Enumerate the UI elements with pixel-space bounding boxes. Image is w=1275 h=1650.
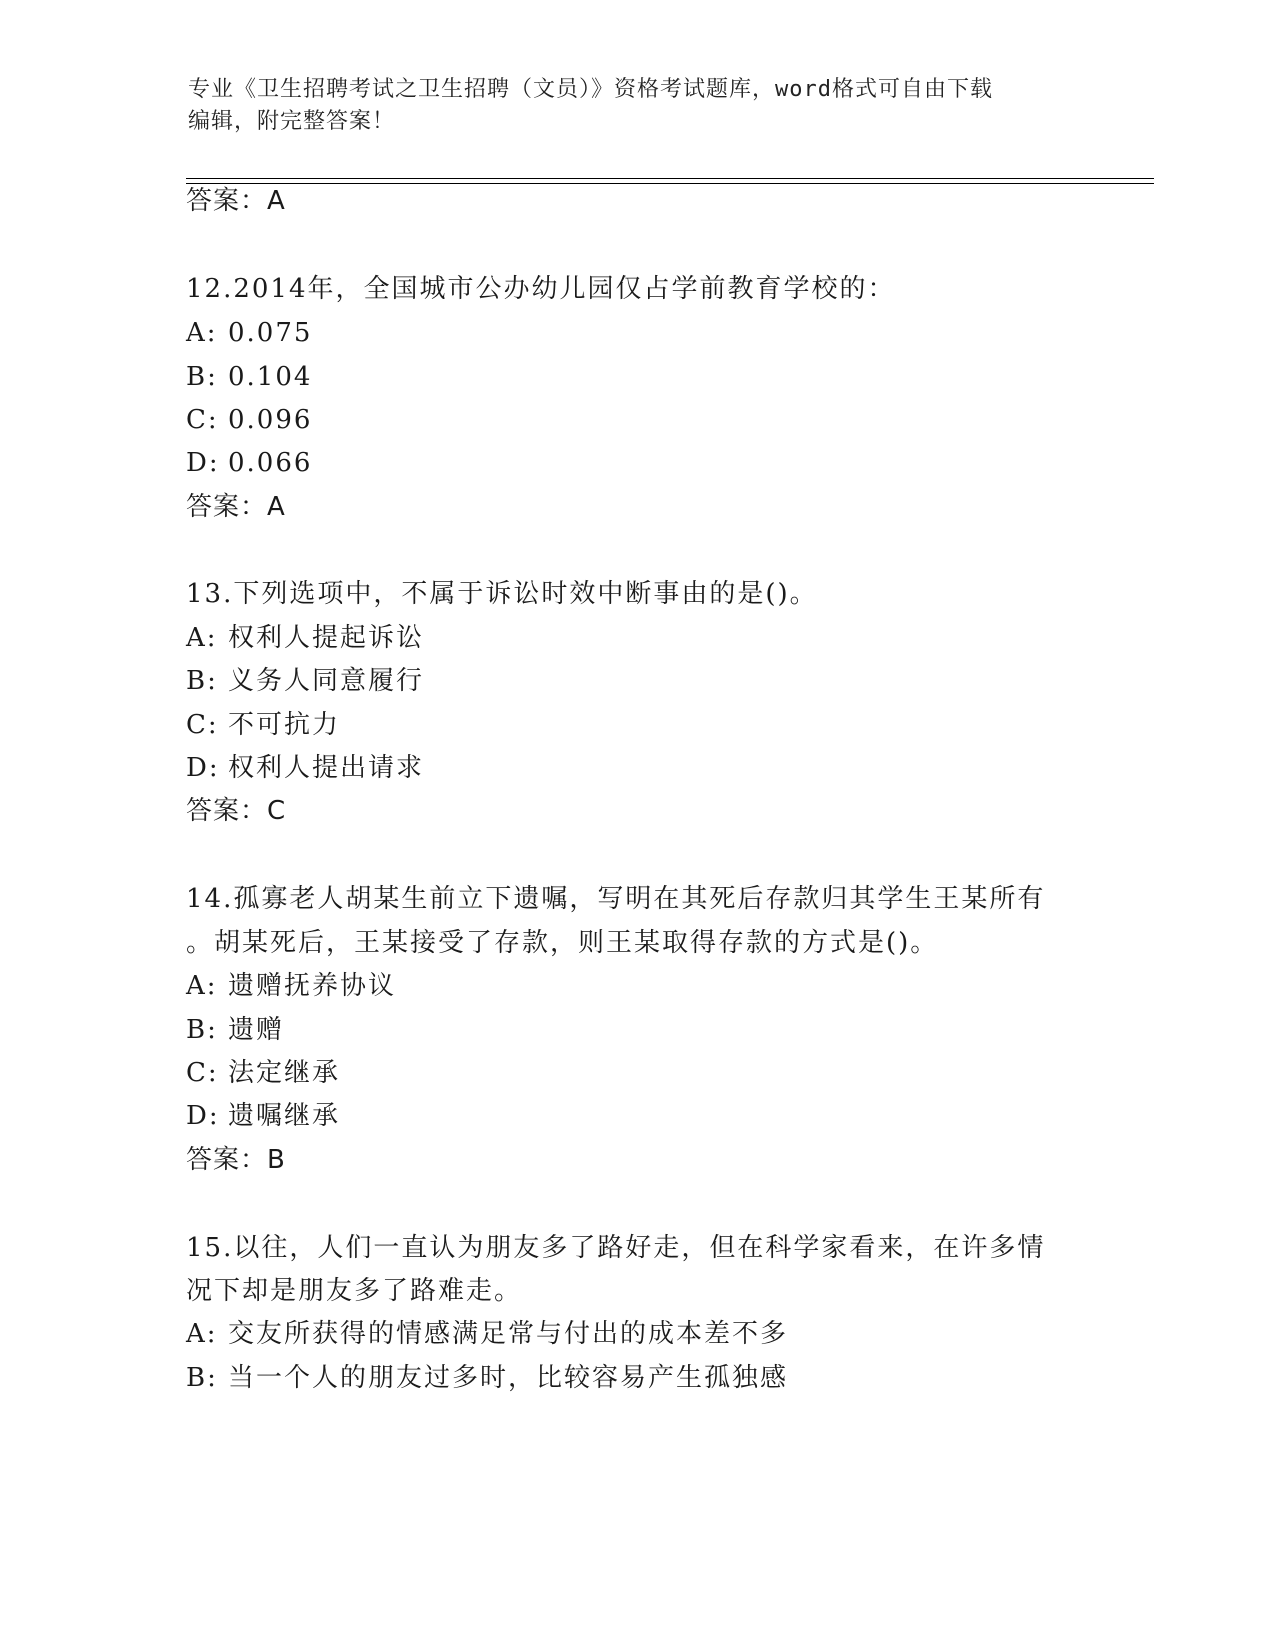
- document-header: [188, 74, 1088, 138]
- option-text: 交友所获得的情感满足常与付出的成本差不多: [228, 1319, 789, 1349]
- q12-option-c: [186, 403, 312, 437]
- q15-option-b: [186, 1361, 788, 1395]
- option-label: C:: [186, 405, 219, 435]
- q12-option-b: [186, 360, 312, 394]
- option-text: 权利人提起诉讼: [228, 623, 425, 653]
- option-text: 0.096: [228, 405, 313, 435]
- q14-stem-line-2: 。胡某死后，王某接受了存款，则王某取得存款的方式是()。: [186, 928, 939, 958]
- option-label: B:: [186, 1015, 218, 1045]
- option-label: B:: [186, 666, 218, 696]
- q12-option-d: [186, 446, 312, 480]
- option-text: 权利人提出请求: [228, 753, 425, 783]
- option-text: 遗赠: [228, 1015, 285, 1045]
- option-label: A:: [186, 971, 218, 1001]
- q13-answer: 答案：C: [186, 796, 287, 826]
- option-label: A:: [186, 623, 218, 653]
- q15-stem-line-1: 15.以往，人们一直认为朋友多了路好走，但在科学家看来，在许多情: [186, 1233, 1046, 1263]
- option-label: B:: [186, 362, 218, 392]
- q13-option-b: [186, 664, 424, 698]
- option-text: 0.075: [228, 318, 313, 348]
- q14-answer: 答案：B: [186, 1145, 286, 1175]
- q14-option-b: [186, 1013, 284, 1047]
- option-text: 遗嘱继承: [228, 1101, 341, 1131]
- q13-option-c: [186, 708, 340, 742]
- q15-stem-line-2: 况下却是朋友多了路难走。: [186, 1276, 523, 1306]
- option-label: D:: [186, 753, 220, 783]
- q12-stem-line-1: 12.2014年，全国城市公办幼儿园仅占学前教育学校的：: [186, 274, 896, 304]
- header-divider-bottom: [186, 183, 1154, 184]
- q14-stem-line-1: 14.孤寡老人胡某生前立下遗嘱，写明在其死后存款归其学生王某所有: [186, 884, 1046, 914]
- option-text: 遗赠抚养协议: [228, 971, 397, 1001]
- q12-option-a: [186, 316, 312, 350]
- header-divider-top: [186, 178, 1154, 179]
- q13-option-d: [186, 751, 424, 785]
- prev-answer: 答案：A: [186, 186, 286, 216]
- option-label: D:: [186, 448, 220, 478]
- option-label: C:: [186, 710, 219, 740]
- q14-option-a: [186, 969, 396, 1003]
- option-label: B:: [186, 1363, 218, 1393]
- q12-answer: 答案：A: [186, 492, 286, 522]
- option-text: 不可抗力: [228, 710, 341, 740]
- option-text: 当一个人的朋友过多时，比较容易产生孤独感: [228, 1363, 789, 1393]
- option-label: A:: [186, 318, 218, 348]
- q14-option-d: [186, 1099, 340, 1133]
- option-text: 法定继承: [228, 1058, 341, 1088]
- option-label: A:: [186, 1319, 218, 1349]
- q13-option-a: [186, 621, 424, 655]
- option-text: 0.066: [228, 448, 313, 478]
- q15-option-a: [186, 1317, 788, 1351]
- option-label: C:: [186, 1058, 219, 1088]
- q13-stem-line-1: 13.下列选项中，不属于诉讼时效中断事由的是()。: [186, 579, 818, 609]
- option-label: D:: [186, 1101, 220, 1131]
- header-line-2: 编辑，附完整答案！: [188, 109, 396, 134]
- header-line-1: 专业《卫生招聘考试之卫生招聘（文员）》资格考试题库，word格式可自由下载: [188, 77, 993, 102]
- option-text: 0.104: [228, 362, 313, 392]
- option-text: 义务人同意履行: [228, 666, 425, 696]
- q14-option-c: [186, 1056, 340, 1090]
